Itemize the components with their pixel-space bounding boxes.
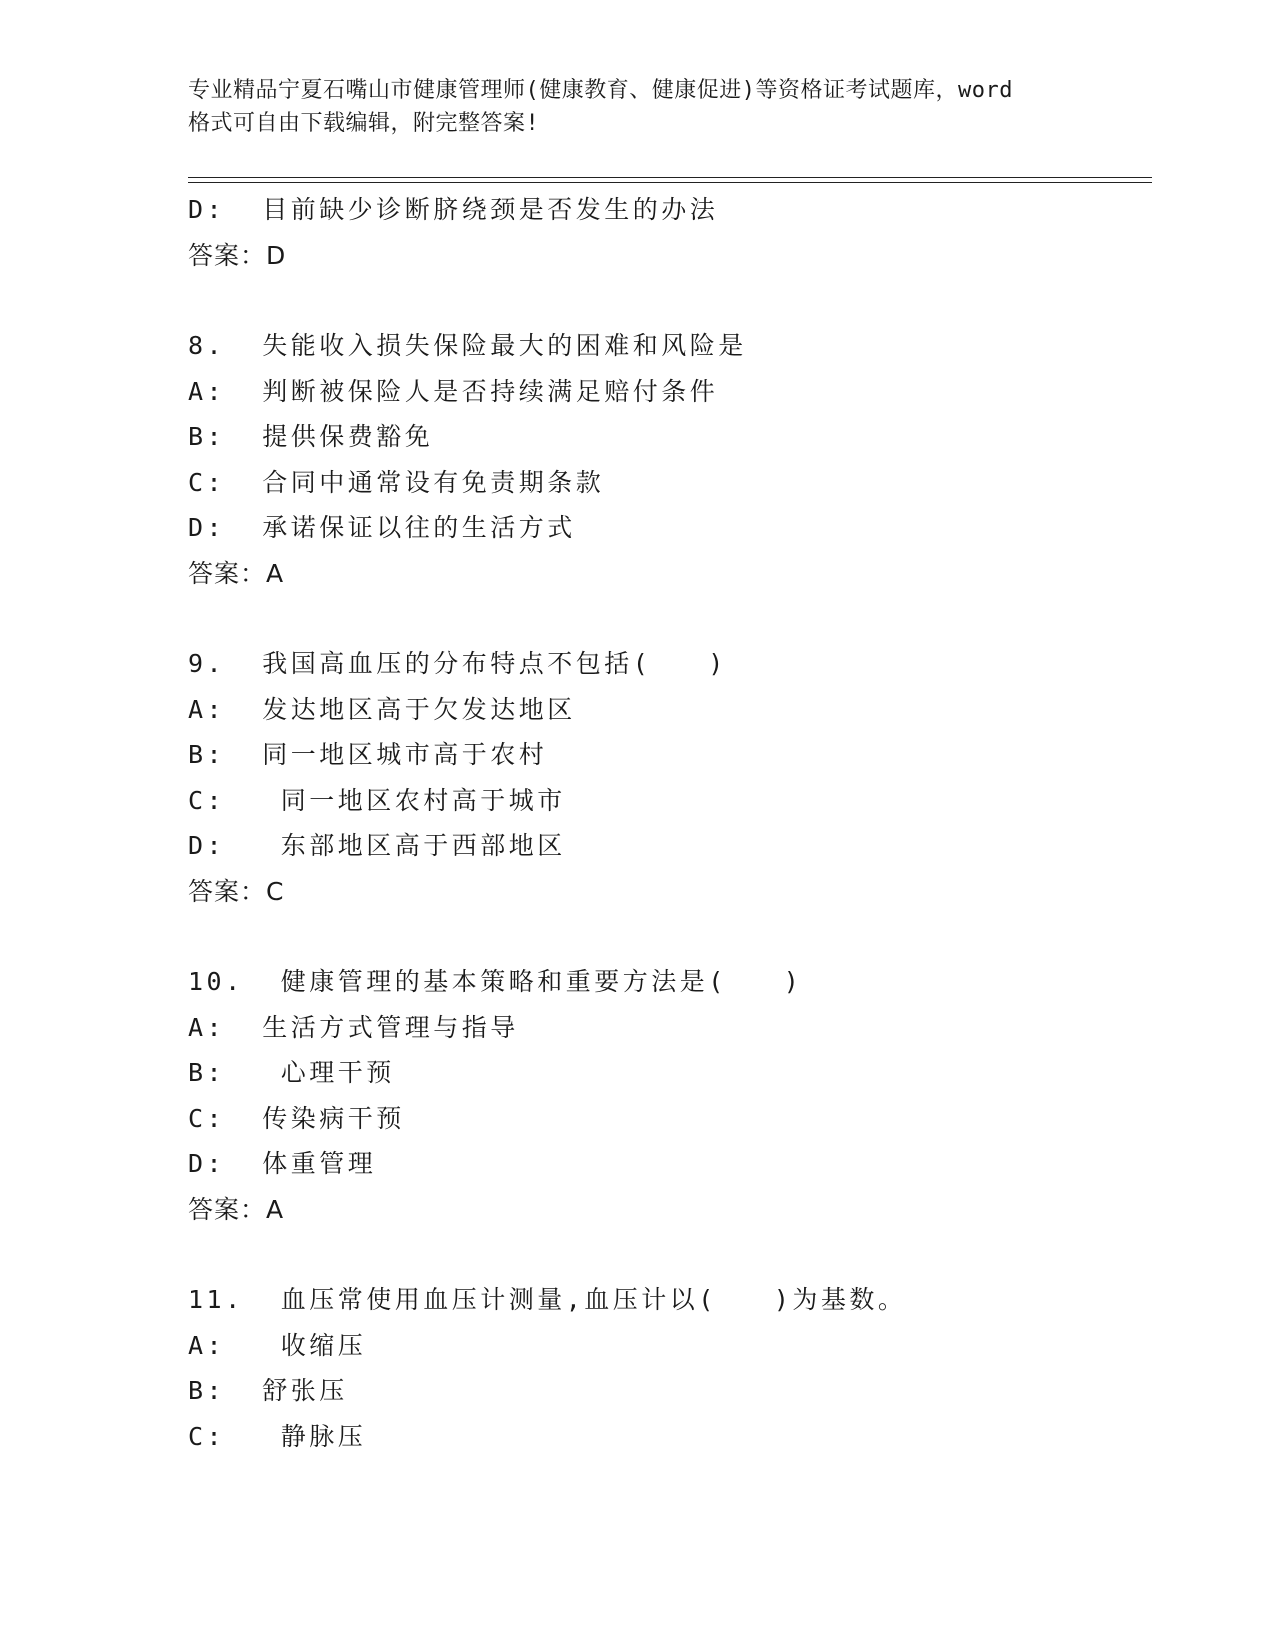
question-stem: 8. 失能收入损失保险最大的困难和风险是 [188, 331, 747, 360]
question-stem: 10. 健康管理的基本策略和重要方法是( ) [188, 967, 803, 996]
question-list [188, 187, 1148, 1459]
option-c: C: 合同中通常设有免责期条款 [188, 467, 605, 497]
header-line-2: 格式可自由下载编辑，附完整答案! [188, 111, 540, 136]
answer-line: 答案：C [188, 876, 285, 906]
answer-line: 答案：A [188, 558, 285, 588]
option-b: B: 提供保费豁免 [188, 422, 434, 451]
option-b: B: 同一地区城市高于农村 [188, 740, 548, 769]
option-a: A: 生活方式管理与指导 [188, 1012, 519, 1042]
answer-line: 答案：A [188, 1194, 285, 1224]
option-d: D: 东部地区高于西部地区 [188, 831, 566, 860]
option-a: A: 收缩压 [188, 1330, 367, 1360]
option-c: C: 同一地区农村高于城市 [188, 785, 566, 815]
header-line-1: 专业精品宁夏石嘴山市健康管理师(健康教育、健康促进)等资格证考试题库，word [188, 78, 1013, 103]
option-d: D: 承诺保证以往的生活方式 [188, 513, 576, 542]
question-stem: 9. 我国高血压的分布特点不包括( ) [188, 649, 727, 678]
option-c: C: 传染病干预 [188, 1103, 405, 1133]
option-a: A: 判断被保险人是否持续满足赔付条件 [188, 376, 719, 406]
header-divider-top [188, 177, 1152, 178]
option-d: D: 体重管理 [188, 1149, 377, 1178]
header-divider-bottom [188, 182, 1152, 183]
option-b: B: 舒张压 [188, 1376, 348, 1405]
question-block [188, 1277, 1148, 1459]
option-a: A: 发达地区高于欠发达地区 [188, 694, 576, 724]
question-block [188, 641, 1148, 914]
option-c: C: 静脉压 [188, 1421, 367, 1451]
answer-line: 答案：D [188, 240, 287, 270]
question-stem: 11. 血压常使用血压计测量,血压计以( )为基数。 [188, 1285, 907, 1314]
question-block [188, 959, 1148, 1232]
option-d: D: 目前缺少诊断脐绕颈是否发生的办法 [188, 195, 719, 224]
document-header [188, 74, 1088, 140]
question-block [188, 323, 1148, 596]
option-b: B: 心理干预 [188, 1058, 395, 1087]
